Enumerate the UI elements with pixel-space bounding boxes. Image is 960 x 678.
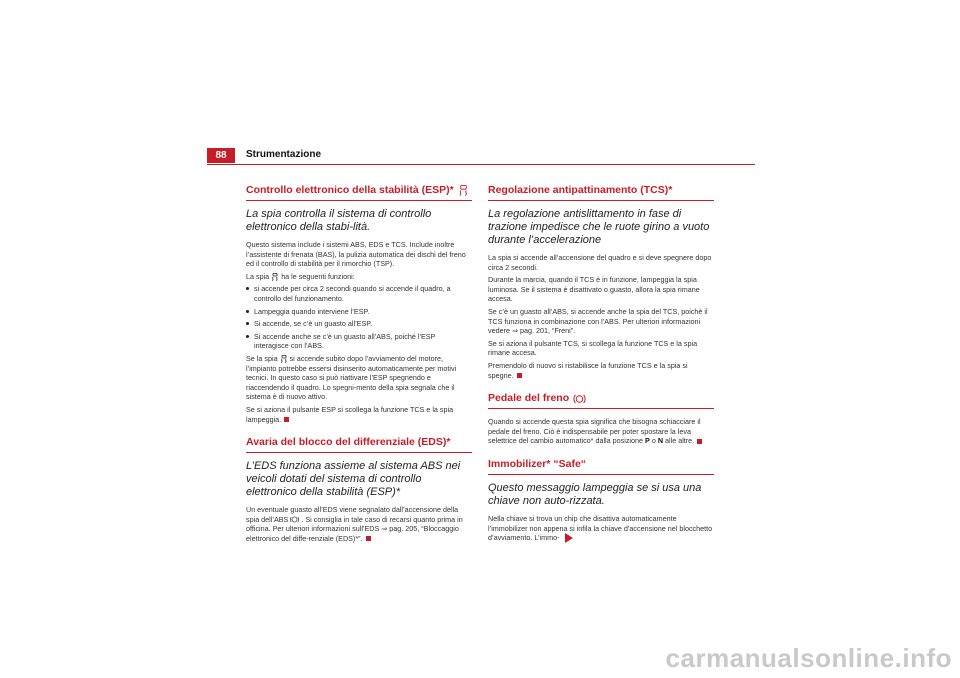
section-title-brake: Pedale del freno (488, 392, 714, 409)
list-item: Lampeggia quando interviene l’ESP. (246, 307, 472, 317)
paragraph: Se c’è un guasto all’ABS, si accende anche la spia del TCS, poiché il TCS funziona in combinazione con l’ABS. Per ulteriori informazioni vedere ⇒ pag. 201, “Freni”. (488, 306, 708, 336)
section-title-tcs: Regolazione antipattinamento (TCS)* (488, 184, 714, 201)
paragraph: Premendolo di nuovo si ristabilisce la funzione TCS e la spia si spegne. (488, 360, 688, 380)
section-title-immobilizer: Immobilizer* “Safe“ (488, 458, 714, 475)
section-esp (246, 184, 472, 424)
section-end-mark (366, 536, 371, 541)
paragraph: Durante la marcia, quando il TCS è in funzione, lampeggia la spia luminosa. Se il sistema è disattivato o guasto, allora la spia rimane accesa. (488, 275, 700, 304)
paragraph: Un eventuale guasto all’EDS viene segnalato dall’accensione della spia dell’ABS . Si consiglia in tale caso di recarsi quanto prima in officina. Per ulteriori informazioni sull’EDS ⇒ pag. 205, “Bloccaggio elettronico del diffe-renziale (EDS)*”. (246, 505, 463, 543)
section-subtitle-eds: L’EDS funziona assieme al sistema ABS nei veicoli dotati del sistema di controllo elettronico della stabilità (ESP)* (246, 460, 461, 499)
section-subtitle-tcs: La regolazione antislittamento in fase di trazione impedisce che le ruote girino a vuoto durante l’accelerazione (488, 208, 710, 246)
page-number: 88 (207, 148, 235, 163)
brake-pedal-icon (573, 394, 586, 404)
watermark: carmanualsonline.info (665, 643, 952, 673)
section-immobilizer (488, 458, 714, 543)
paragraph: Se si aziona il pulsante ESP si scollega la funzione TCS e la spia lampeggia. (246, 404, 454, 424)
paragraph: Se la spia si accende subito dopo l’avviamento del motore, l’impianto potrebbe essersi disinserito automaticamente per motivi tecnici. In questo caso si può riattivare l’ESP spegnendo e riaccendendo il quadro. Lo spegni-mento della spia segnala che il sistema è di nuovo attivo. (246, 353, 457, 402)
section-end-mark (517, 373, 522, 378)
list-item: Si accende anche se c’è un guasto all’ABS, poiché l’ESP interagisce con l’ABS. (246, 332, 472, 351)
paragraph: La spia ha le seguenti funzioni: (246, 271, 355, 281)
section-brake (488, 392, 714, 446)
gear-position-n: N (657, 436, 664, 446)
paragraph: Questo sistema include i sistemi ABS, EDS e TCS. Include inoltre l’assistente di frenata (BAS), la pulizia automatica dei dischi del freno ed il controllo di stabilità per il rimorchio (TSP). (246, 240, 466, 269)
right-column (488, 184, 714, 555)
continue-arrow-icon (565, 533, 573, 543)
paragraph: Nella chiave si trova un chip che disattiva automaticamente l’immobilizer non appena si infila la chiave d’accensione nel blocchetto d’avviamento. L’immo- (488, 513, 713, 543)
paragraph: Se si aziona il pulsante TCS, si scollega la funzione TCS e la spia rimane accesa. (488, 338, 698, 358)
list-item: Si accende, se c’è un guasto all’ESP. (246, 319, 472, 329)
section-end-mark (284, 417, 289, 422)
list-item: si accende per circa 2 secondi quando si accende il quadro, a controllo del funzionamento. (246, 284, 472, 303)
section-title-esp: Controllo elettronico della stabilità (ESP)* (246, 184, 472, 201)
section-title-eds: Avaria del blocco del differenziale (EDS)* (246, 436, 472, 453)
paragraph: La spia si accende all’accensione del quadro e si deve spegnere dopo circa 2 secondi. (488, 253, 712, 272)
gear-position-p: P (645, 436, 650, 446)
section-eds (246, 436, 472, 543)
section-subtitle-esp: La spia controlla il sistema di controllo elettronico della stabi-lità. (246, 208, 432, 233)
esp-skid-icon (458, 185, 469, 196)
abs-icon (290, 516, 299, 523)
section-subtitle-immobilizer: Questo messaggio lampeggia se si usa una chiave non auto-rizzata. (488, 481, 702, 507)
header-rule (207, 164, 755, 165)
section-end-mark (697, 439, 702, 444)
running-head: Strumentazione (246, 149, 322, 160)
esp-skid-icon (280, 355, 288, 363)
top-margin (0, 0, 960, 145)
section-tcs (488, 184, 714, 380)
left-column (246, 184, 472, 555)
esp-skid-icon (271, 273, 279, 281)
paragraph: Quando si accende questa spia significa che bisogna schiacciare il pedale del freno. Ciò è indispensabile per poter spostare la leva selettrice del cambio automatico* dalla posizione P o N alle altre. (488, 417, 701, 446)
